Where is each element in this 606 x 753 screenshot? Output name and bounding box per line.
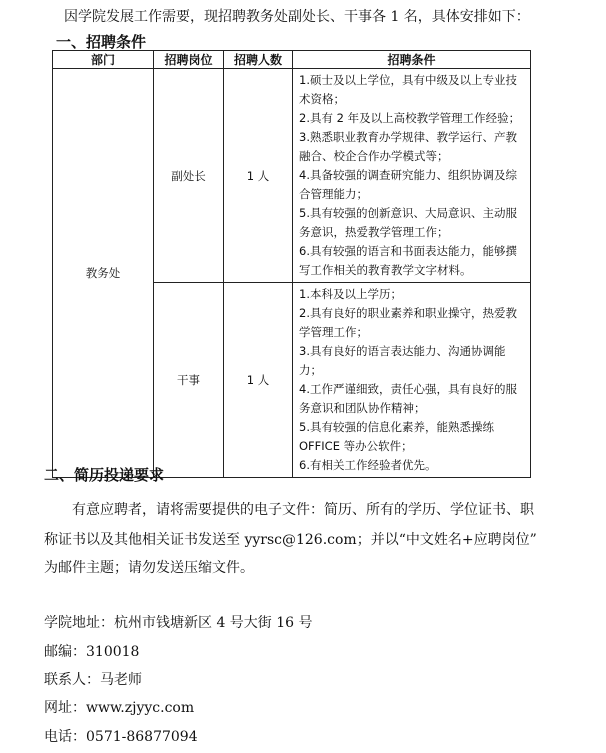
contact-postcode: 邮编：310018 [44, 644, 140, 660]
requirement-item: 4.工作严谨细致，责任心强，具有良好的服务意识和团队协作精神； [299, 382, 517, 415]
table-header-row [53, 51, 531, 69]
requirement-item: 4.具备较强的调查研究能力、组织协调及综合管理能力； [299, 168, 517, 201]
section-heading-requirements: 一、招聘条件 [56, 33, 147, 51]
recruitment-table [52, 50, 531, 478]
section-heading-resume: 二、简历投递要求 [44, 466, 165, 484]
requirements-cell [293, 69, 531, 283]
requirement-item: 2.具有良好的职业素养和职业操守，热爱教学管理工作； [299, 306, 517, 339]
contact-person: 联系人：马老师 [44, 672, 142, 688]
department-cell: 教务处 [53, 69, 154, 478]
position-cell: 干事 [154, 283, 224, 478]
header-count: 招聘人数 [224, 51, 293, 69]
requirement-item: 5.具有较强的创新意识、大局意识、主动服务意识，热爱教学管理工作； [299, 206, 517, 239]
resume-text-line: 有意应聘者，请将需要提供的电子文件：简历、所有的学历、学位证书、职 [72, 502, 534, 518]
requirement-item: 3.具有良好的语言表达能力、沟通协调能力； [299, 344, 506, 377]
requirement-item: 2.具有 2 年及以上高校教学管理工作经验； [299, 111, 521, 125]
requirement-item: 1.硕士及以上学位，具有中级及以上专业技术资格； [299, 73, 517, 106]
requirements-cell [293, 283, 531, 478]
contact-address: 学院地址：杭州市钱塘新区 4 号大街 16 号 [44, 615, 313, 631]
requirement-item: 3.熟悉职业教育办学规律、教学运行、产教融合、校企合作办学模式等； [299, 130, 517, 163]
resume-text-line: 称证书以及其他相关证书发送至 yyrsc@126.com；并以“中文姓名+应聘岗位” [44, 532, 537, 548]
count-cell: 1 人 [224, 283, 293, 478]
header-department: 部门 [53, 51, 154, 69]
header-position: 招聘岗位 [154, 51, 224, 69]
table-row [53, 69, 531, 283]
requirement-item: 6.有相关工作经验者优先。 [299, 458, 437, 472]
contact-website: 网址：www.zjyyc.com [44, 700, 195, 716]
requirement-item: 5.具有较强的信息化素养，能熟悉操练 OFFICE 等办公软件； [299, 420, 494, 453]
position-cell: 副处长 [154, 69, 224, 283]
requirement-item: 1.本科及以上学历； [299, 287, 402, 301]
contact-phone: 电话：0571-86877094 [44, 729, 198, 745]
header-requirements: 招聘条件 [293, 51, 531, 69]
intro-text: 因学院发展工作需要，现招聘教务处副处长、干事各 1 名，具体安排如下： [64, 9, 530, 25]
requirement-item: 6.具有较强的语言和书面表达能力，能够撰写工作相关的教育教学文字材料。 [299, 244, 517, 277]
count-cell: 1 人 [224, 69, 293, 283]
resume-text-line: 为邮件主题；请勿发送压缩文件。 [44, 560, 254, 576]
